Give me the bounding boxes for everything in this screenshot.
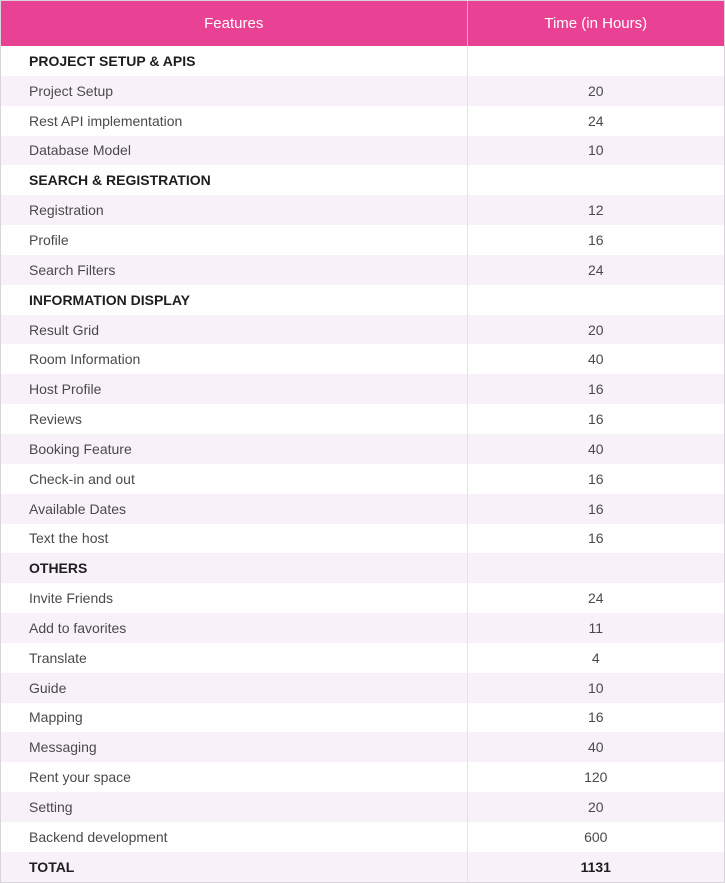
- feature-hours: 11: [467, 613, 724, 643]
- feature-hours: 40: [467, 434, 724, 464]
- table-row: [1, 613, 724, 643]
- table-row: [1, 315, 724, 345]
- feature-name: Profile: [1, 225, 467, 255]
- feature-name: Translate: [1, 643, 467, 673]
- feature-name: Rest API implementation: [1, 106, 467, 136]
- feature-name: Room Information: [1, 344, 467, 374]
- total-hours: 1131: [467, 852, 724, 882]
- table-row: [1, 673, 724, 703]
- table-row: [1, 583, 724, 613]
- feature-hours: 16: [467, 374, 724, 404]
- feature-hours: [467, 553, 724, 583]
- feature-name: Check-in and out: [1, 464, 467, 494]
- feature-hours: 20: [467, 792, 724, 822]
- feature-hours: 20: [467, 315, 724, 345]
- feature-hours: [467, 285, 724, 315]
- feature-hours-table: [1, 1, 724, 882]
- table-row: [1, 732, 724, 762]
- header-features: Features: [1, 1, 467, 46]
- feature-name: Search Filters: [1, 255, 467, 285]
- table-body: [1, 46, 724, 882]
- feature-hours: 24: [467, 583, 724, 613]
- table-row: [1, 195, 724, 225]
- feature-hours: [467, 165, 724, 195]
- table-row: [1, 464, 724, 494]
- total-label: TOTAL: [1, 852, 467, 882]
- feature-name: Registration: [1, 195, 467, 225]
- feature-name: Mapping: [1, 703, 467, 733]
- table-row: [1, 344, 724, 374]
- table-row: [1, 76, 724, 106]
- feature-hours: 24: [467, 255, 724, 285]
- feature-hours: 20: [467, 76, 724, 106]
- feature-hours: 12: [467, 195, 724, 225]
- feature-name: Booking Feature: [1, 434, 467, 464]
- feature-hours: 16: [467, 464, 724, 494]
- header-time: Time (in Hours): [467, 1, 724, 46]
- table-row: [1, 374, 724, 404]
- feature-name: Available Dates: [1, 494, 467, 524]
- feature-hours: 16: [467, 404, 724, 434]
- feature-name: Invite Friends: [1, 583, 467, 613]
- feature-name: Result Grid: [1, 315, 467, 345]
- section-title: SEARCH & REGISTRATION: [1, 165, 467, 195]
- feature-hours: 16: [467, 703, 724, 733]
- feature-hours: 16: [467, 524, 724, 554]
- table-header: [1, 1, 724, 46]
- feature-name: Database Model: [1, 136, 467, 166]
- feature-hours: 10: [467, 673, 724, 703]
- section-row: [1, 285, 724, 315]
- table-row: [1, 792, 724, 822]
- table-row: [1, 225, 724, 255]
- table-row: [1, 643, 724, 673]
- section-title: OTHERS: [1, 553, 467, 583]
- feature-name: Backend development: [1, 822, 467, 852]
- feature-name: Host Profile: [1, 374, 467, 404]
- section-row: [1, 553, 724, 583]
- table-row: [1, 524, 724, 554]
- table-row: [1, 434, 724, 464]
- section-row: [1, 165, 724, 195]
- feature-name: Project Setup: [1, 76, 467, 106]
- header-row: [1, 1, 724, 46]
- feature-name: Text the host: [1, 524, 467, 554]
- table-row: [1, 762, 724, 792]
- feature-hours: [467, 46, 724, 76]
- feature-name: Guide: [1, 673, 467, 703]
- table-row: [1, 703, 724, 733]
- feature-hours: 40: [467, 732, 724, 762]
- feature-hours: 40: [467, 344, 724, 374]
- feature-hours: 16: [467, 494, 724, 524]
- table-row: [1, 255, 724, 285]
- feature-hours: 24: [467, 106, 724, 136]
- feature-name: Setting: [1, 792, 467, 822]
- section-title: PROJECT SETUP & APIS: [1, 46, 467, 76]
- table-row: [1, 106, 724, 136]
- feature-hours: 16: [467, 225, 724, 255]
- feature-name: Add to favorites: [1, 613, 467, 643]
- table-row: [1, 136, 724, 166]
- feature-name: Reviews: [1, 404, 467, 434]
- section-title: INFORMATION DISPLAY: [1, 285, 467, 315]
- feature-hours: 4: [467, 643, 724, 673]
- section-row: [1, 46, 724, 76]
- table-row: [1, 822, 724, 852]
- feature-hours: 120: [467, 762, 724, 792]
- total-row: [1, 852, 724, 882]
- table-row: [1, 494, 724, 524]
- feature-hours: 10: [467, 136, 724, 166]
- feature-name: Messaging: [1, 732, 467, 762]
- feature-name: Rent your space: [1, 762, 467, 792]
- table-row: [1, 404, 724, 434]
- feature-hours: 600: [467, 822, 724, 852]
